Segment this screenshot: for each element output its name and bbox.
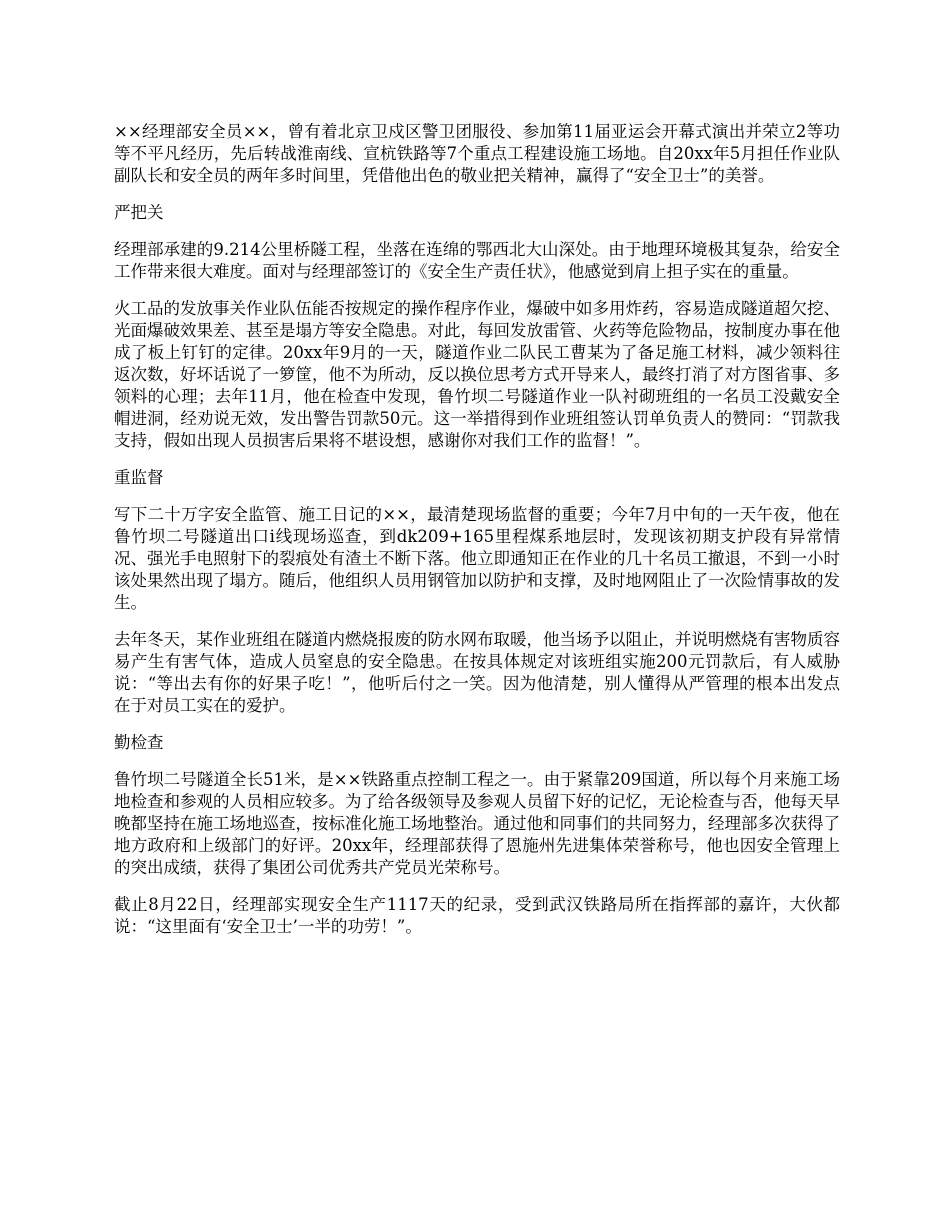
closing-paragraph: 截止8月22日，经理部实现安全生产1117天的纪录，受到武汉铁路局所在指挥部的嘉许，大伙都说：“这里面有‘安全卫士’一半的功劳！”。 [114,895,840,936]
section-heading-strict-control: 严把关 [114,203,164,222]
intro-paragraph: ××经理部安全员××，曾有着北京卫戍区警卫团服役、参加第11届亚运会开幕式演出并荣立2等功等不平凡经历，先后转战淮南线、宣杭铁路等7个重点工程建设施工场地。自20xx年5月担任作业队副队长和安全员的两年多时间里，凭借他出色的敬业把关精神，赢得了“安全卫士”的美誉。 [114,122,840,185]
body-paragraph: 火工品的发放事关作业队伍能否按规定的操作程序作业，爆破中如多用炸药，容易造成隧道超欠挖、光面爆破效果差、甚至是塌方等安全隐患。对此，每回发放雷管、火药等危险物品，按制度办事在他成了板上钉钉的定律。20xx年9月的一天，隧道作业二队民工曹某为了备足施工材料，减少领料往返次数，好坏话说了一箩筐，他不为所动，反以换位思考方式开导来人，最终打消了对方图省事、多领料的心理；去年11月，他在检查中发现，鲁竹坝二号隧道作业一队衬砌班组的一名员工没戴安全帽进洞，经劝说无效，发出警告罚款50元。这一举措得到作业班组签认罚单负责人的赞同：“罚款我支持，假如出现人员损害后果将不堪设想，感谢你对我们工作的监督！”。 [114,299,840,450]
section-heading-inspection: 勤检查 [114,733,164,752]
body-paragraph: 写下二十万字安全监管、施工日记的××，最清楚现场监督的重要；今年7月中旬的一天午夜，他在鲁竹坝二号隧道出口ⅰ线现场巡查，到dk209+165里程煤系地层时，发现该初期支护段有异常情况、强光手电照射下的裂痕处有渣土不断下落。他立即通知正在作业的几十名员工撤退，不到一小时该处果然出现了塌方。随后，他组织人员用钢管加以防护和支撑，及时地网阻止了一次险情事故的发生。 [114,505,840,612]
section-heading-supervision: 重监督 [114,468,164,487]
body-paragraph: 鲁竹坝二号隧道全长51米，是××铁路重点控制工程之一。由于紧靠209国道，所以每个月来施工场地检查和参观的人员相应较多。为了给各级领导及参观人员留下好的记忆，无论检查与否，他每天早晚都坚持在施工场地巡查，按标准化施工场地整治。通过他和同事们的共同努力，经理部多次获得了地方政府和上级部门的好评。20xx年，经理部获得了恩施州先进集体荣誉称号，他也因安全管理上的突出成绩，获得了集团公司优秀共产党员光荣称号。 [114,770,840,877]
body-paragraph: 经理部承建的9.214公里桥隧工程，坐落在连绵的鄂西北大山深处。由于地理环境极其复杂，给安全工作带来很大难度。面对与经理部签订的《安全生产责任状》，他感觉到肩上担子实在的重量。 [114,240,840,281]
document-body [114,121,840,953]
body-paragraph: 去年冬天，某作业班组在隧道内燃烧报废的防水网布取暖，他当场予以阻止，并说明燃烧有害物质容易产生有害气体，造成人员窒息的安全隐患。在按具体规定对该班组实施200元罚款后，有人威胁说：“等出去有你的好果子吃！”，他听后付之一笑。因为他清楚，别人懂得从严管理的根本出发点在于对员工实在的爱护。 [114,630,840,715]
